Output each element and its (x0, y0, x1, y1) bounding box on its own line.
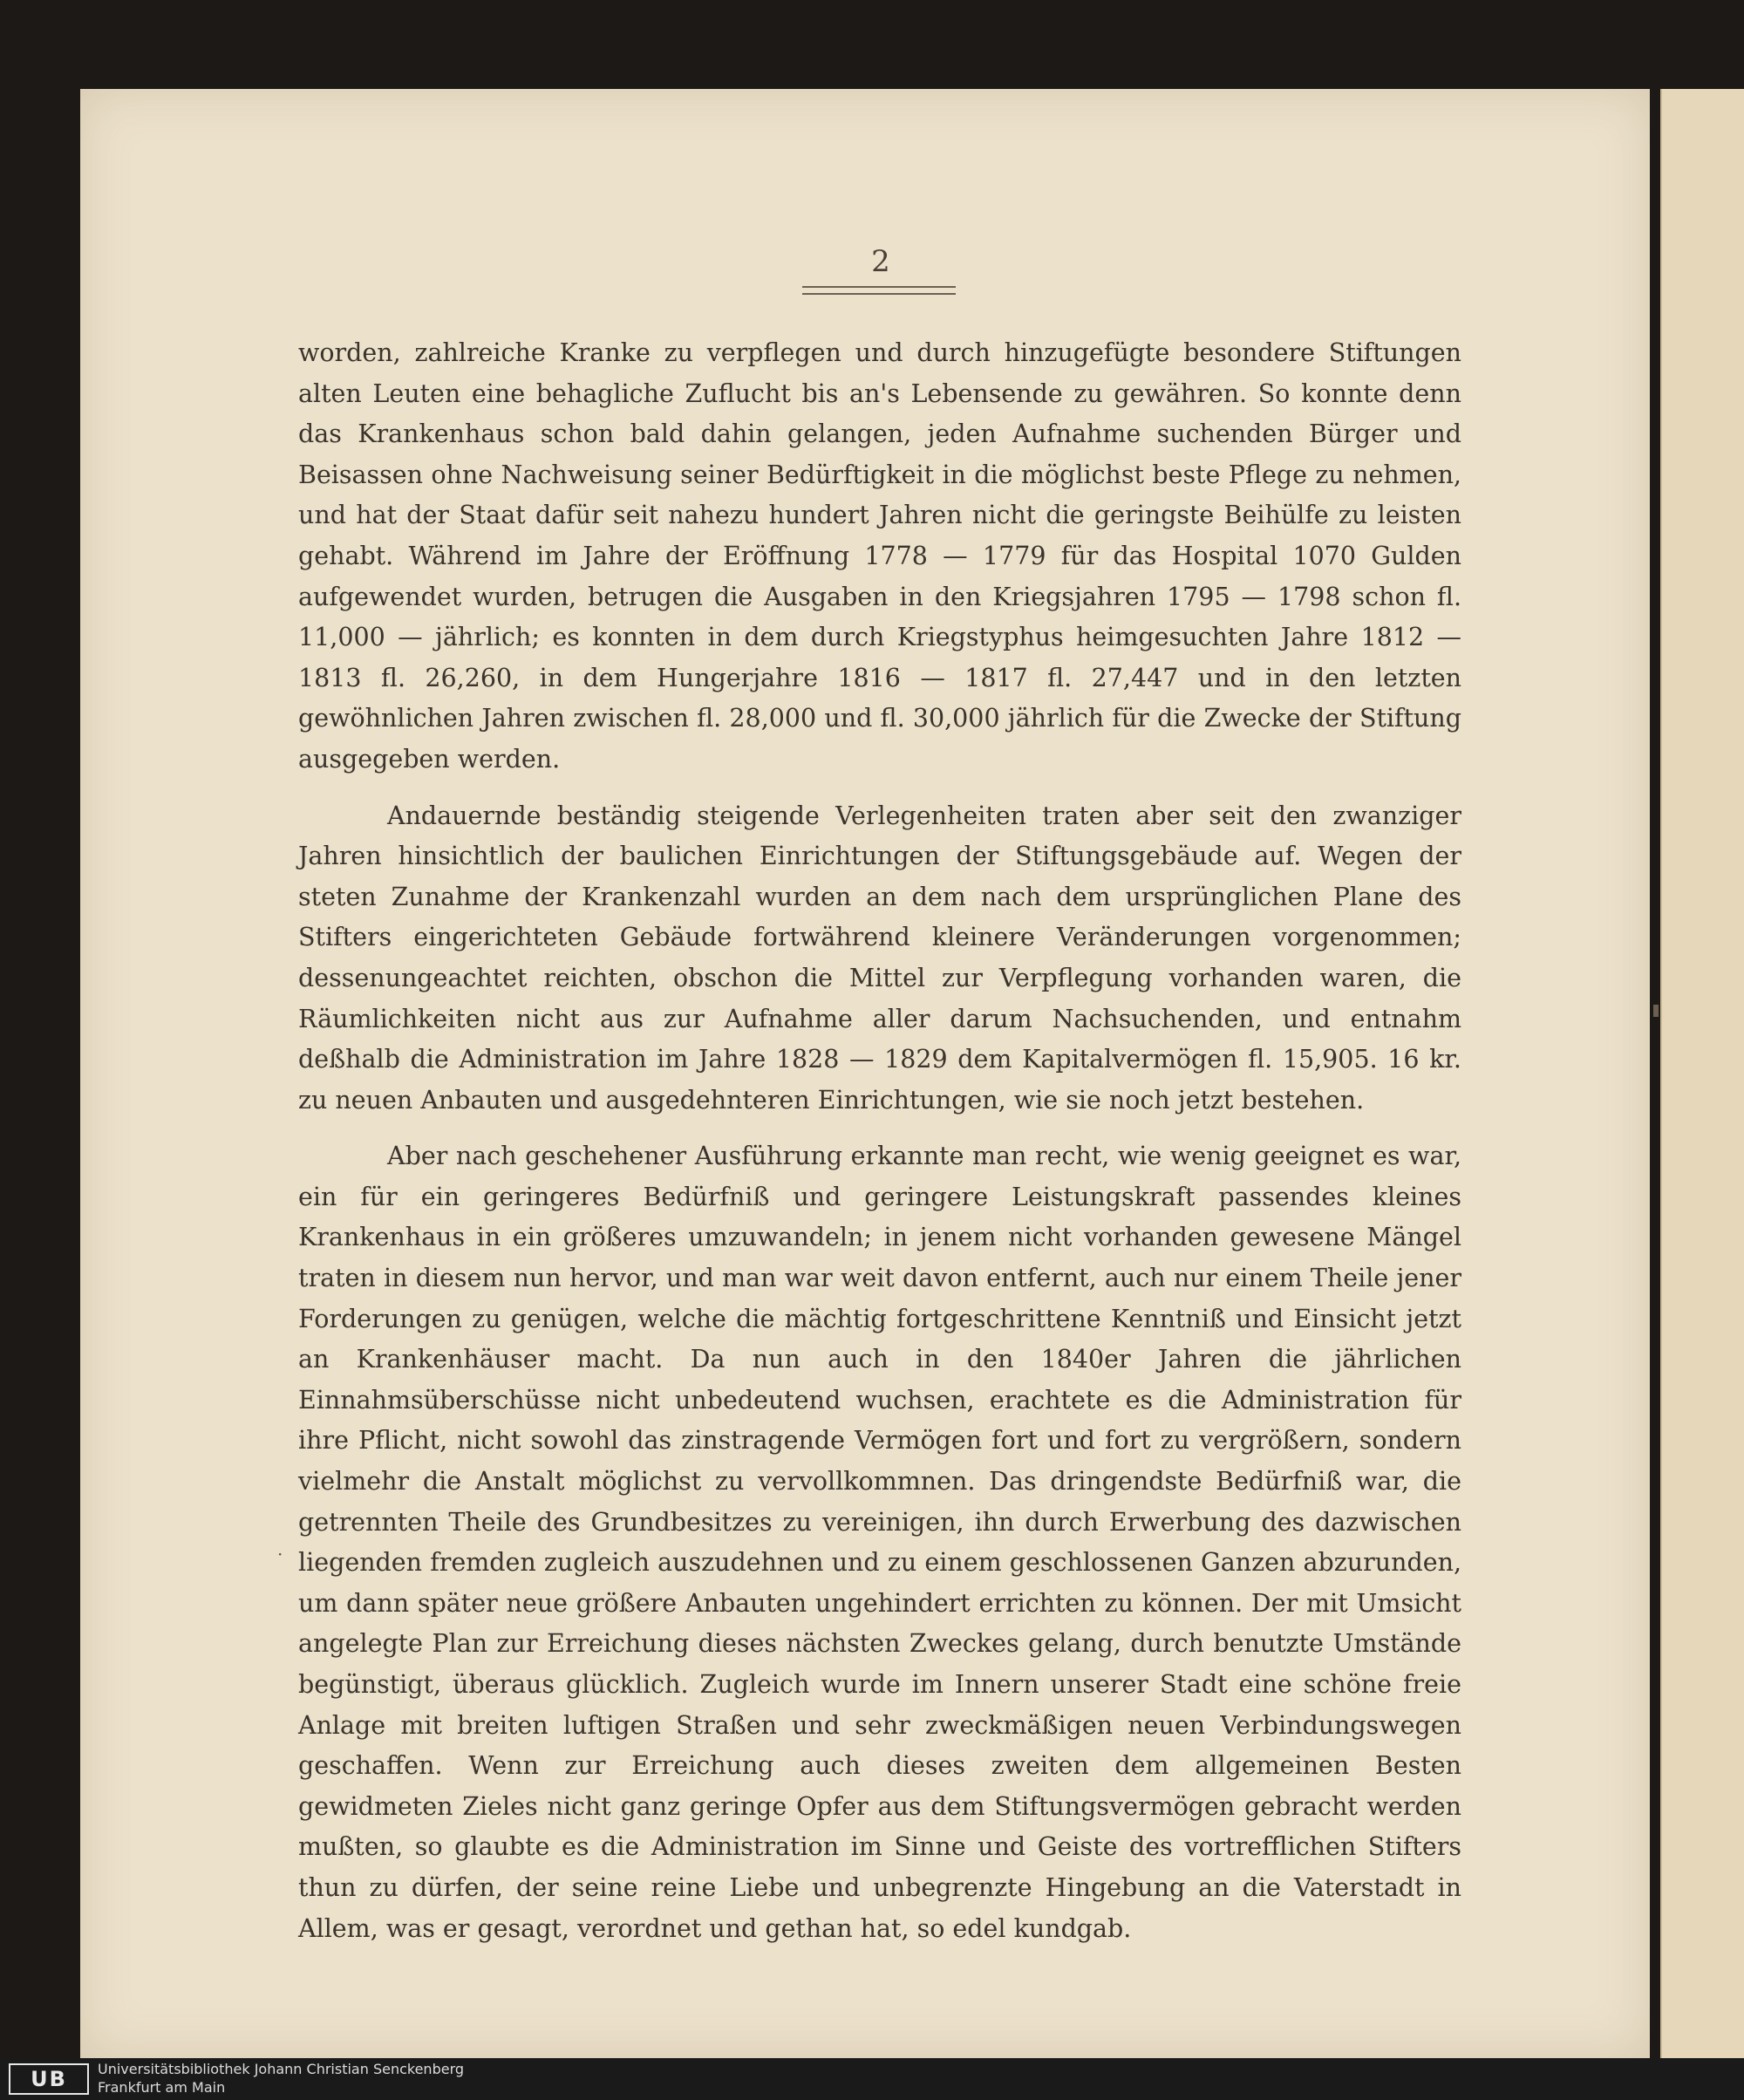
margin-mark: · (277, 1544, 283, 1565)
library-location: Frankfurt am Main (98, 2079, 226, 2096)
ub-logo-icon: UB (9, 2063, 89, 2095)
library-name: Universitätsbibliothek Johann Christian Senckenberg (98, 2061, 465, 2077)
edge-mark (1653, 1005, 1659, 1017)
paragraph-3: Aber nach geschehener Ausführung erkannte man recht, wie wenig geeignet es war, ein für ein geringeres Bedürfniß und geringere Leistungskraft passendes kleines Krankenhaus in ein größeres umzuwandeln; in jenem nicht vorhanden gewesene Mängel traten in diesem nun hervor, und man war weit davon entfernt, auch nur einem Theile jener Forderungen zu genügen, welche die mächtig fortgeschrittene Kenntniß und Einsicht jetzt an Krankenhäuser macht. Da nun auch in den 1840er Jahren die jährlichen Einnahmsüberschüsse nicht unbedeutend wuchsen, erachtete es die Administration für ihre Pflicht, nicht sowohl das zinstragende Vermögen fort und fort zu vergrößern, sondern vielmehr die Anstalt möglichst zu vervollkommnen. Das dringendste Bedürfniß war, die getrennten Theile des Grundbesitzes zu vereinigen, ihn durch Erwerbung des dazwischen liegenden fremden zugleich auszudehnen und zu einem geschlossenen Ganzen abzurunden, um dann später neue größere Anbauten ungehindert errichten zu können. Der mit Umsicht angelegte Plan zur Erreichung dieses nächsten Zweckes gelang, durch benutzte Umstände begünstigt, überaus glücklich. Zugleich wurde im Innern unserer Stadt eine schöne freie Anlage mit breiten luftigen Straßen und sehr zweckmäßigen neuen Verbindungswegen geschaffen. Wenn zur Erreichung auch dieses zweiten dem allgemeinen Besten gewidmeten Zieles nicht ganz geringe Opfer aus dem Stiftungsvermögen gebracht werden mußten, so glaubte es die Administration im Sinne und Geiste des vortrefflichen Stifters thun zu dürfen, der seine reine Liebe und unbegrenzte Hingebung an die Vaterstadt in Allem, was er gesagt, verordnet und gethan hat, so edel kundgab. (298, 1142, 1461, 1943)
paragraph-1: worden, zahlreiche Kranke zu verpflegen und durch hinzugefügte besondere Stiftungen alten Leuten eine behagliche Zuflucht bis an's Lebensende zu gewähren. So konnte denn das Krankenhaus schon bald dahin gelangen, jeden Aufnahme suchenden Bürger und Beisassen ohne Nachweisung seiner Bedürftigkeit in die möglichst beste Pflege zu nehmen, und hat der Staat dafür seit nahezu hundert Jahren nicht die geringste Beihülfe zu leisten gehabt. Während im Jahre der Eröffnung 1778 — 1779 für das Hospital 1070 Gulden aufgewendet wurden, betrugen die Ausgaben in den Kriegsjahren 1795 — 1798 schon fl. 11,000 — jährlich; es konnten in dem durch Kriegstyphus heimgesuchten Jahre 1812 — 1813 fl. 26,260, in dem Hungerjahre 1816 — 1817 fl. 27,447 und in den letzten gewöhnlichen Jahren zwischen fl. 28,000 und fl. 30,000 jährlich für die Zwecke der Stiftung ausgegeben werden. (298, 338, 1461, 774)
page-number-rule (802, 286, 956, 295)
next-page-edge (1660, 89, 1744, 2058)
paragraph-2: Andauernde beständig steigende Verlegenheiten traten aber seit den zwanziger Jahren hinsichtlich der baulichen Einrichtungen der Stiftungsgebäude auf. Wegen der steten Zunahme der Krankenzahl wurden an dem nach dem ursprünglichen Plane des Stifters eingerichteten Gebäude fortwährend kleinere Veränderungen vorgenommen; dessenungeachtet reichten, obschon die Mittel zur Verpflegung vorhanden waren, die Räumlichkeiten nicht aus zur Aufnahme aller darum Nachsuchenden, und entnahm deßhalb die Administration im Jahre 1828 — 1829 dem Kapitalvermögen fl. 15,905. 16 kr. zu neuen Anbauten und ausgedehnteren Einrichtungen, wie sie noch jetzt bestehen. (298, 801, 1461, 1115)
page-number: 2 (871, 244, 890, 279)
body-text (298, 333, 1461, 1949)
library-footer (0, 2058, 1744, 2100)
